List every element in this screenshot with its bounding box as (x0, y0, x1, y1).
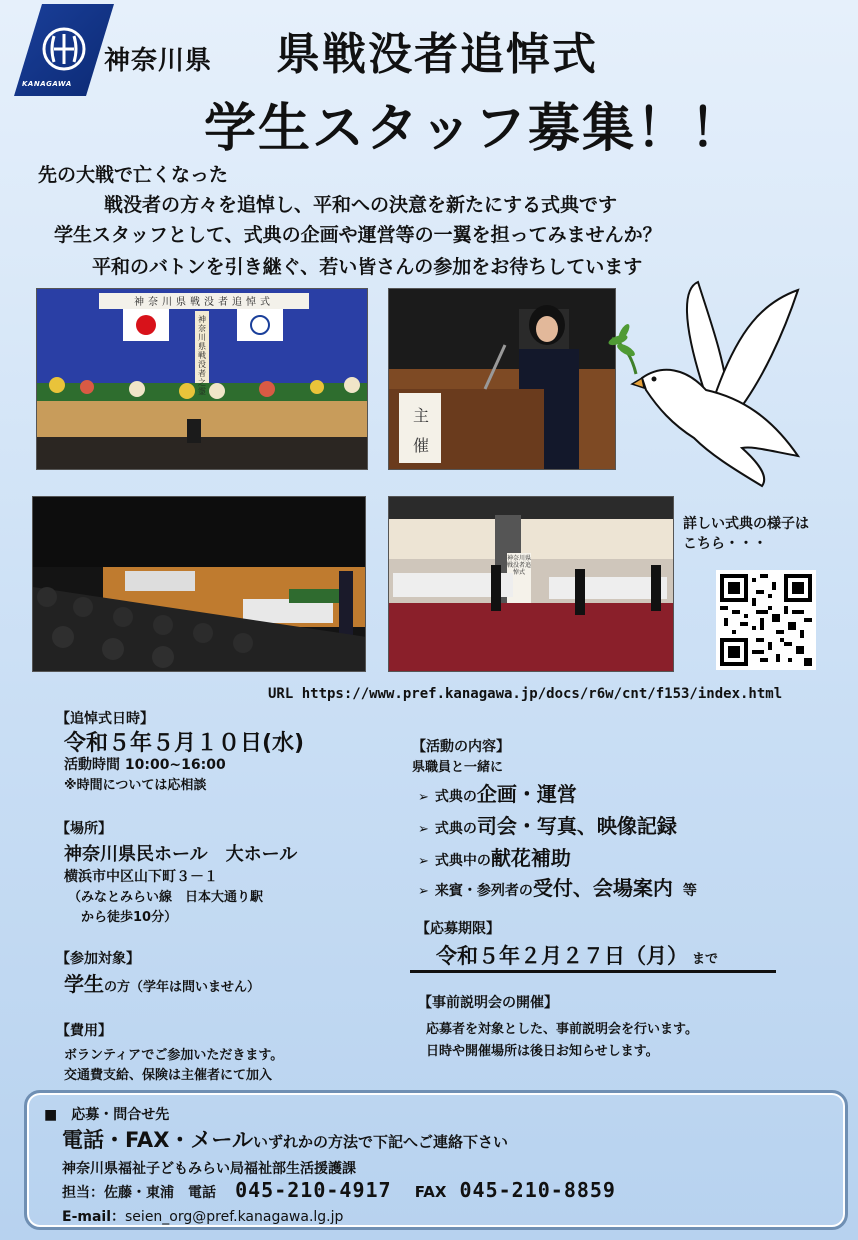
contact-person: 担当：佐藤・東浦 電話 (62, 1185, 216, 1201)
activity-time: 活動時間 10:00~16:00 (64, 757, 226, 773)
memorial-pillar-text: 神奈川県戦没者之霊 (198, 315, 206, 396)
contact-method-suffix: いずれかの方法で下記へご連絡下さい (252, 1133, 508, 1151)
audience-photo (32, 496, 366, 672)
contact-fax[interactable]: 045-210-8859 (459, 1178, 616, 1202)
activity-item: ➢ 式典の司会・写真、映像記録 (418, 814, 677, 838)
contact-fax-label: FAX (414, 1183, 447, 1201)
contact-email-label: E-mail： (62, 1209, 126, 1225)
deadline-date: 令和５年２月２７日（月） (436, 944, 688, 968)
time-note: ※時間については応相談 (64, 778, 207, 793)
venue-access-line1: （みなとみらい線 日本大通り駅 (68, 890, 264, 905)
briefing-line2: 日時や開催場所は後日お知らせします。 (426, 1044, 659, 1059)
contact-phone-row (62, 1178, 616, 1202)
podium-label: 主催 (412, 406, 429, 455)
target-suffix: の方（学年は問いません） (104, 980, 261, 995)
prefecture-name: 神奈川県 (104, 46, 213, 76)
arrow-right-icon: ➢ (418, 790, 429, 805)
intro-line2: 戦没者の方々を追悼し、平和への決意を新たにする式典です (104, 194, 618, 216)
logo-caption: KANAGAWA (22, 80, 72, 88)
ceremony-date: 令和５年５月１０日(水) (64, 731, 305, 756)
qr-caption-line2: こちら・・・ (683, 536, 767, 552)
venue-address: 横浜市中区山下町３－１ (64, 869, 218, 885)
activities-label: 【活動の内容】 (412, 739, 510, 755)
qr-code[interactable] (716, 570, 816, 670)
intro-line3: 学生スタッフとして、式典の企画や運営等の一翼を担ってみませんか？ (54, 224, 662, 246)
intro-line1: 先の大戦で亡くなった (38, 164, 229, 186)
kanagawa-emblem-icon (36, 26, 92, 72)
venue-name: 神奈川県民ホール 大ホール (64, 844, 298, 865)
deadline-label: 【応募期限】 (416, 921, 500, 937)
deadline-date-row (410, 940, 776, 973)
target-label: 【参加対象】 (56, 951, 140, 967)
contact-email-row (62, 1206, 343, 1226)
peace-dove-illustration (602, 278, 812, 490)
ceremony-stage-photo (36, 288, 368, 470)
contact-method-main: 電話・FAX・メール (62, 1128, 253, 1152)
activity-item: ➢ 来賓・参列者の受付、会場案内 等 (418, 876, 697, 900)
activity-item: ➢ 式典の企画・運営 (418, 782, 577, 806)
entrance-sign-text: 神奈川県戦没者追悼式 (507, 555, 532, 576)
venue-access-line2: から徒歩10分） (68, 910, 178, 925)
contact-method (62, 1124, 508, 1154)
info-url[interactable]: URL https://www.pref.kanagawa.jp/docs/r6w/cnt/f153/index.html (268, 686, 783, 702)
qr-caption-line1: 詳しい式典の様子は (683, 516, 809, 532)
briefing-line1: 応募者を対象とした、事前説明会を行います。 (426, 1022, 698, 1037)
activity-item: ➢ 式典中の献花補助 (418, 846, 571, 870)
contact-phone[interactable]: 045-210-4917 (235, 1178, 392, 1202)
title-line2: 学生スタッフ募集！！ (204, 99, 745, 159)
briefing-label: 【事前説明会の開催】 (418, 995, 558, 1011)
cost-label: 【費用】 (56, 1023, 112, 1039)
target-text (64, 968, 260, 997)
podium-speaker-photo (388, 288, 616, 470)
contact-department: 神奈川県福祉子どもみらい局福祉部生活援護課 (62, 1161, 356, 1177)
intro-line4: 平和のバトンを引き継ぐ、若い皆さんの参加をお待ちしています (92, 256, 643, 278)
activities-intro: 県職員と一緒に (412, 760, 504, 775)
deadline-suffix: まで (692, 952, 719, 967)
target-main: 学生 (64, 972, 104, 996)
arrow-right-icon: ➢ (418, 884, 429, 899)
title-line1: 県戦没者追悼式 (276, 29, 598, 80)
contact-email[interactable]: seien_org@pref.kanagawa.lg.jp (125, 1209, 344, 1225)
cost-line1: ボランティアでご参加いただきます。 (64, 1048, 284, 1063)
date-label: 【追悼式日時】 (56, 711, 154, 727)
place-label: 【場所】 (56, 821, 112, 837)
contact-heading: ■ 応募・問合せ先 (44, 1107, 170, 1123)
qr-caption (683, 514, 809, 554)
cost-line2: 交通費支給、保険は主催者にて加入 (64, 1068, 273, 1083)
arrow-right-icon: ➢ (418, 822, 429, 837)
stage-banner-text: 神奈川県戦没者追悼式 (134, 297, 274, 308)
reception-hall-photo (388, 496, 674, 672)
arrow-right-icon: ➢ (418, 854, 429, 869)
